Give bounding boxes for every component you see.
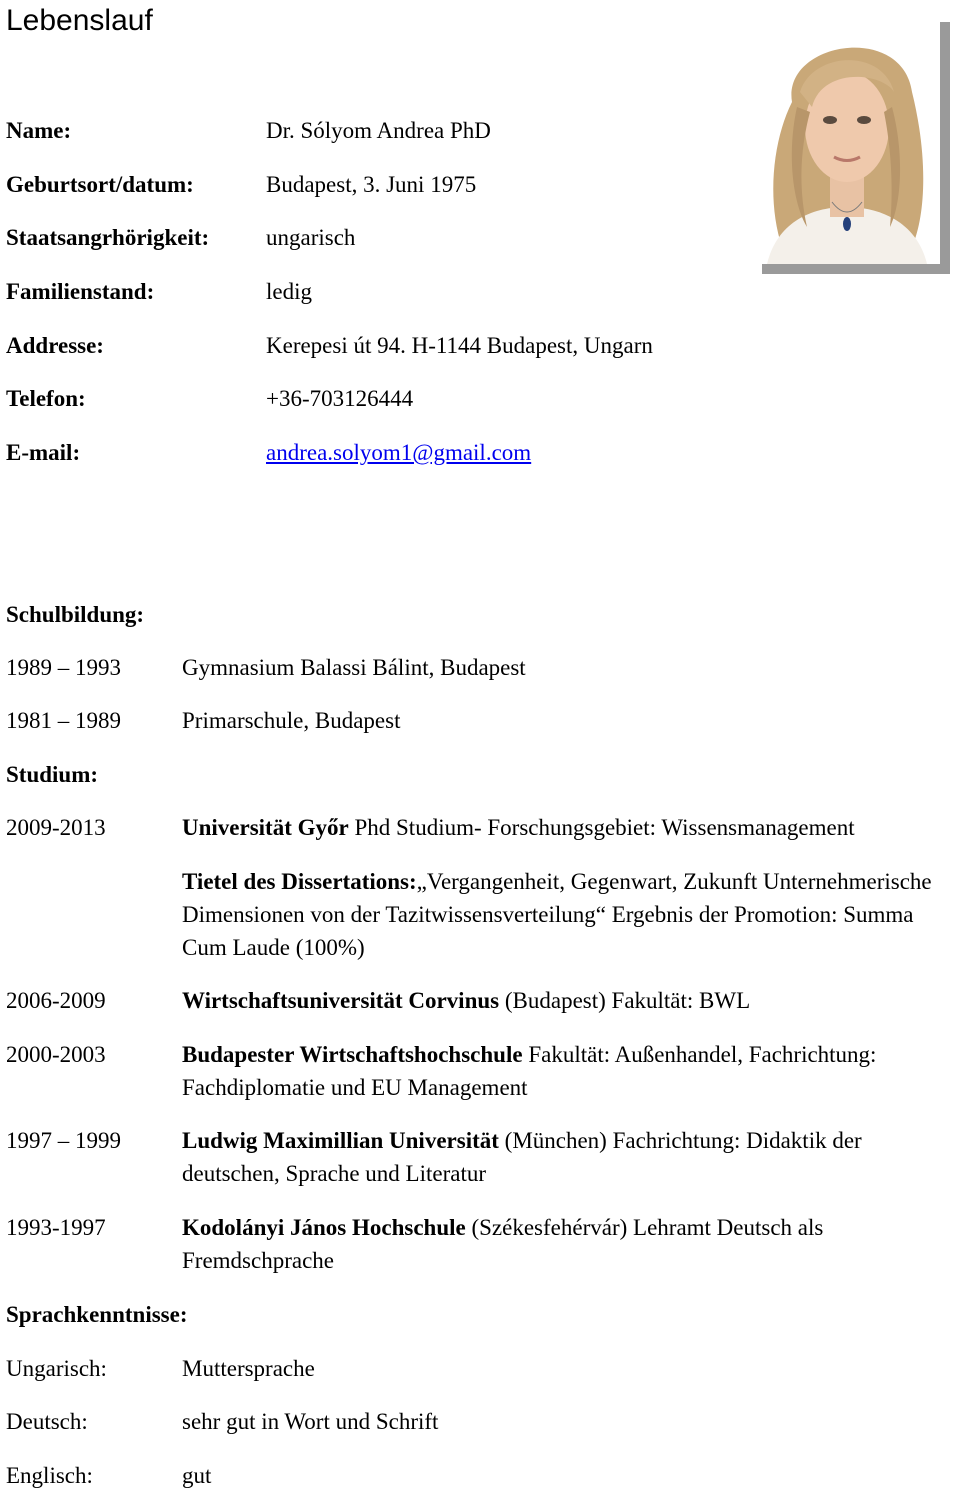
language-label: Ungarisch: xyxy=(6,1356,107,1381)
info-label: Telefon: xyxy=(6,386,86,411)
entry-years: 1993-1997 xyxy=(6,1215,106,1240)
info-value: Dr. Sólyom Andrea PhD xyxy=(266,118,491,143)
entry-detail: „Vergangenheit, Gegenwart, Zukunft Unternehmerische Dimensionen von der Tazitwissensverteilung“ Ergebnis der Promotion: Summa Cum Laude (100%) xyxy=(182,869,932,960)
language-label: Englisch: xyxy=(6,1463,93,1488)
portrait-photo xyxy=(752,12,940,264)
institution-name: Universität Győr xyxy=(182,815,349,840)
page-title: Lebenslauf xyxy=(6,4,153,37)
info-value: ungarisch xyxy=(266,225,356,250)
entry-years: 2006-2009 xyxy=(6,988,106,1013)
email-link[interactable]: andrea.solyom1@gmail.com xyxy=(266,440,532,465)
info-label: Addresse: xyxy=(6,333,104,358)
entry-years: 2000-2003 xyxy=(6,1042,106,1067)
info-label: Geburtsort/datum: xyxy=(6,172,194,197)
info-value: +36-703126444 xyxy=(266,386,414,411)
entry-detail: (Székesfehérvár) Lehramt Deutsch als Fremdschprache xyxy=(182,1215,824,1273)
entry-text xyxy=(182,1211,952,1277)
section-heading: Sprachkenntnisse: xyxy=(6,1302,188,1327)
entry-text xyxy=(182,811,952,844)
institution-name: Ludwig Maximillian Universität xyxy=(182,1128,499,1153)
info-label: E-mail: xyxy=(6,440,81,465)
entry-years: 1981 – 1989 xyxy=(6,708,121,733)
entry-text: Gymnasium Balassi Bálint, Budapest xyxy=(182,655,526,680)
entry-text: Primarschule, Budapest xyxy=(182,708,401,733)
entry-text xyxy=(182,1038,952,1104)
info-value: Budapest, 3. Juni 1975 xyxy=(266,172,477,197)
entry-years: 1997 – 1999 xyxy=(6,1128,121,1153)
institution-name: Budapester Wirtschaftshochschule xyxy=(182,1042,523,1067)
portrait-illustration xyxy=(752,12,940,264)
entry-years: 1989 – 1993 xyxy=(6,655,121,680)
language-level: gut xyxy=(182,1463,212,1488)
entry-text xyxy=(182,865,952,964)
info-label: Staatsangrhörigkeit: xyxy=(6,225,210,250)
portrait-image xyxy=(752,12,940,264)
info-value: Kerepesi út 94. H-1144 Budapest, Ungarn xyxy=(266,333,653,358)
info-label: Familienstand: xyxy=(6,279,155,304)
entry-detail: (München) Fachrichtung: Didaktik der deutschen, Sprache und Literatur xyxy=(182,1128,862,1186)
language-level: sehr gut in Wort und Schrift xyxy=(182,1409,439,1434)
entry-detail: Phd Studium- Forschungsgebiet: Wissensmanagement xyxy=(348,815,855,840)
info-label: Name: xyxy=(6,118,72,143)
dissertation-label: Tietel des Dissertations: xyxy=(182,869,417,894)
entry-text xyxy=(182,1124,952,1190)
info-value: ledig xyxy=(266,279,312,304)
institution-name: Wirtschaftsuniversität Corvinus xyxy=(182,988,500,1013)
section-heading: Studium: xyxy=(6,762,99,787)
language-level: Muttersprache xyxy=(182,1356,315,1381)
language-label: Deutsch: xyxy=(6,1409,88,1434)
entry-text xyxy=(182,984,952,1017)
entry-years: 2009-2013 xyxy=(6,815,106,840)
institution-name: Kodolányi János Hochschule xyxy=(182,1215,466,1240)
entry-detail: Fakultät: Außenhandel, Fachrichtung: Fachdiplomatie und EU Management xyxy=(182,1042,877,1100)
section-heading: Schulbildung: xyxy=(6,602,145,627)
entry-detail: (Budapest) Fakultät: BWL xyxy=(499,988,751,1013)
